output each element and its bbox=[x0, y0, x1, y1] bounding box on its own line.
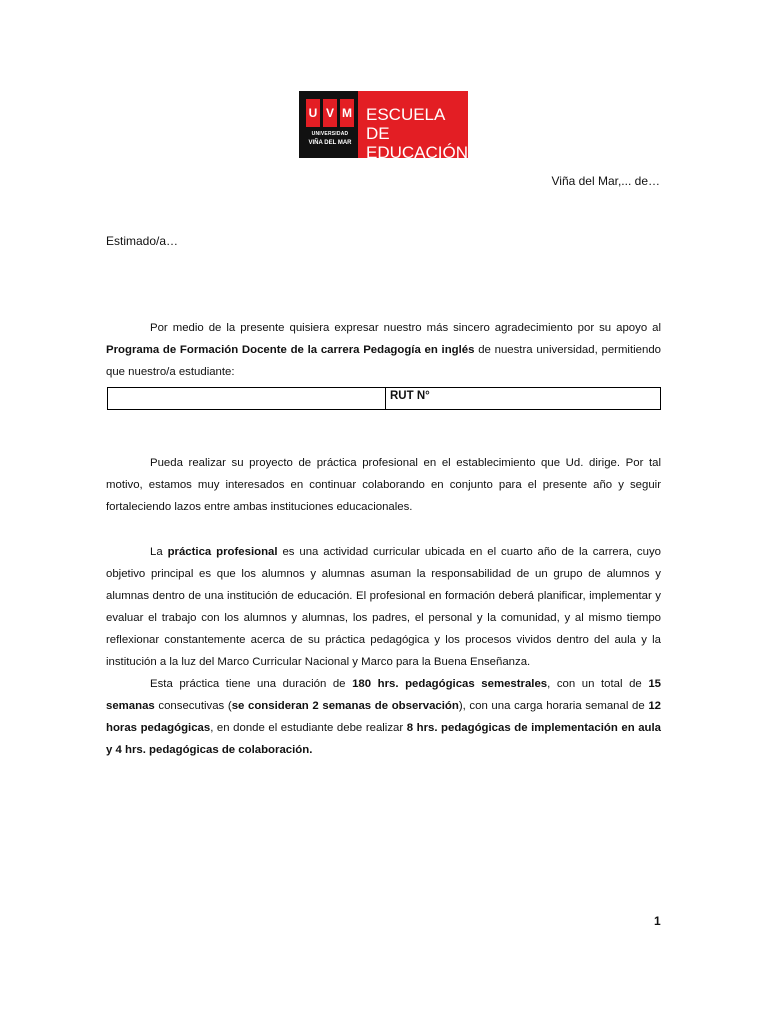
intro-paragraph bbox=[106, 317, 661, 383]
p4-run: , en donde el estudiante debe realizar bbox=[210, 722, 407, 734]
p4-run: ), con una carga horaria semanal de bbox=[458, 700, 649, 712]
letter-date: Viña del Mar,... de… bbox=[551, 174, 660, 188]
p1-run: de nuestra universidad, permitiendo que nuestro/a estudiante: bbox=[106, 344, 661, 378]
intro-paragraph-text bbox=[106, 317, 661, 383]
description-block bbox=[106, 541, 661, 761]
student-rut-cell: RUT N° bbox=[390, 390, 430, 402]
student-table bbox=[107, 387, 661, 410]
logo-emblem bbox=[299, 91, 358, 158]
p4-run: 15 semanas bbox=[106, 678, 661, 712]
p4-run: consecutivas ( bbox=[154, 700, 232, 712]
logo-letter-u: U bbox=[306, 99, 320, 127]
p3-run: práctica profesional bbox=[167, 546, 278, 558]
logo-letter-v: V bbox=[323, 99, 337, 127]
uvm-logo bbox=[299, 91, 468, 162]
page-number: 1 bbox=[654, 914, 661, 928]
p1-run: Programa de Formación Docente de la carrera Pedagogía en inglés bbox=[106, 344, 475, 356]
p4-run: 180 hrs. pedagógicas semestrales bbox=[352, 678, 548, 690]
practice-paragraph-text: Pueda realizar su proyecto de práctica profesional en el establecimiento que Ud. dirige. Por tal motivo, estamos muy interesados en continuar colaborando en conjunto para el presente año y seguir fortaleciendo lazos entre ambas instituciones educacionales. bbox=[106, 457, 661, 513]
p4-run: Esta práctica tiene una duración de bbox=[150, 678, 353, 690]
p3-run: La bbox=[150, 546, 168, 558]
description-paragraph bbox=[106, 541, 661, 673]
logo-letter-m: M bbox=[340, 99, 354, 127]
practice-paragraph bbox=[106, 452, 661, 518]
letter-greeting: Estimado/a… bbox=[106, 234, 179, 248]
logo-school-name bbox=[358, 91, 468, 162]
logo-title-line1: ESCUELA DE bbox=[365, 105, 445, 143]
p1-run: Por medio de la presente quisiera expresar nuestro más sincero agradecimiento por su apoyo al bbox=[150, 322, 661, 334]
p4-run: , con un total de bbox=[547, 678, 649, 690]
logo-title-line2: EDUCACIÓN bbox=[365, 143, 468, 162]
p4-run: 8 hrs. pedagógicas de implementación en aula y 4 hrs. pedagógicas de colaboración. bbox=[106, 722, 661, 756]
student-name-cell bbox=[108, 388, 386, 409]
logo-sub-line2: VIÑA DEL MAR bbox=[308, 140, 352, 146]
p4-run: 12 horas pedagógicas bbox=[106, 700, 661, 734]
p3-run: es una actividad curricular ubicada en el cuarto año de la carrera, cuyo objetivo principal es que los alumnos y alumnas asuman la responsabilidad de un grupo de alumnos y alumnas dentro de una institución de educación. El profesional en formación deberá planificar, implementar y evaluar el trabajo con los alumnos y alumnas, los padres, el personal y la comunidad, y al mismo tiempo reflexionar constantemente acerca de su práctica pedagógica y los procesos vividos dentro del aula y la institución a la luz del Marco Curricular Nacional y Marco para la Buena Enseñanza. bbox=[106, 546, 661, 668]
logo-sub-line1: UNIVERSIDAD bbox=[311, 131, 349, 137]
p4-run: se consideran 2 semanas de observación bbox=[231, 700, 459, 712]
duration-paragraph bbox=[106, 673, 661, 761]
